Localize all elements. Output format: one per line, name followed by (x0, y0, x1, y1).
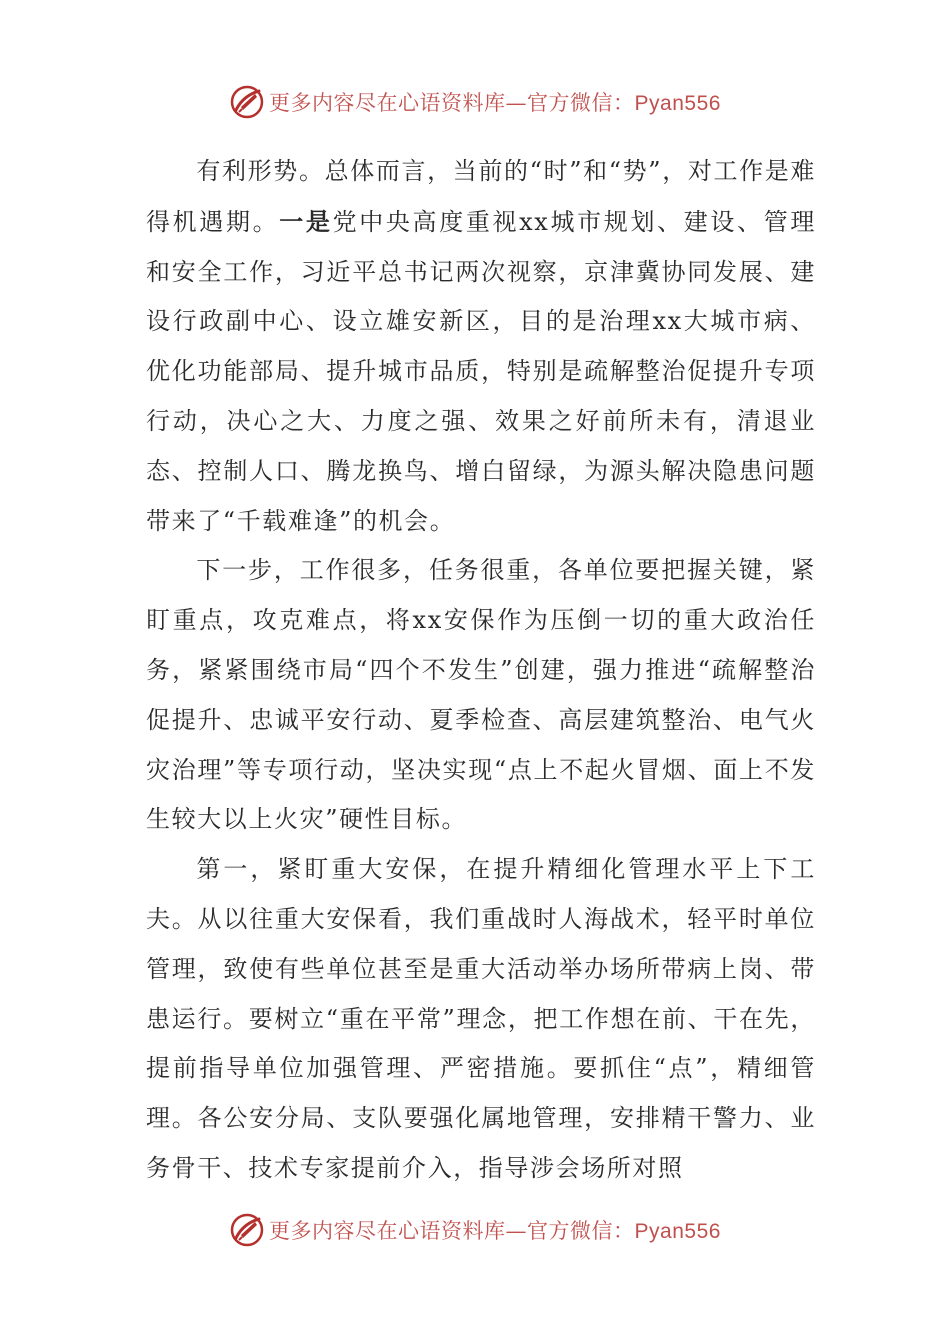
document-body (146, 147, 816, 1194)
footer-wechat-id: Pyan556 (634, 1220, 721, 1243)
paragraph-1-bold: 一是 (279, 206, 333, 236)
paragraph-2: 下一步，工作很多，任务很重，各单位要把握关键，紧盯重点，攻克难点，将xx安保作为压倒一切的重大政治任务，紧紧围绕市局“四个不发生”创建，强力推进“疏解整治促提升、忠诚平安行动、夏季检查、高层建筑整治、电气火灾治理”等专项行动，坚决实现“点上不起火冒烟、面上不发生较大以上火灾”硬性目标。 (146, 556, 816, 834)
paragraph-1-text-b: 党中央高度重视xx城市规划、建设、管理和安全工作，习近平总书记两次视察，京津冀协同发展、建设行政副中心、设立雄安新区，目的是治理xx大城市病、优化功能部局、提升城市品质，特别是疏解整治促提升专项行动，决心之大、力度之强、效果之好前所未有，清退业态、控制人口、腾龙换鸟、增白留绿，为源头解决隐患问题带来了“千载难逢”的机会。 (146, 207, 816, 535)
paragraph-3: 第一，紧盯重大安保，在提升精细化管理水平上下工夫。从以往重大安保看，我们重战时人海战术，轻平时单位管理，致使有些单位甚至是重大活动举办场所带病上岗、带患运行。要树立“重在平常”理念，把工作想在前、干在先，提前指导单位加强管理、严密措施。要抓住“点”，精细管理。各公安分局、支队要强化属地管理，安排精干警力、业务骨干、技术专家提前介入，指导涉会场所对照 (146, 855, 816, 1182)
footer-banner-label: 更多内容尽在心语资料库—官方微信： (269, 1219, 635, 1243)
header-banner-label: 更多内容尽在心语资料库—官方微信： (269, 91, 635, 115)
footer-banner (0, 1210, 950, 1250)
pen-logo-icon (229, 84, 265, 120)
footer-banner-text (269, 1215, 721, 1245)
header-banner (0, 82, 950, 122)
pen-logo-icon (229, 1212, 265, 1248)
header-banner-text (269, 87, 721, 117)
paragraph-1 (146, 147, 816, 546)
header-wechat-id: Pyan556 (634, 92, 721, 115)
paragraph-1-text-a: 有利形势。总体而言，当前的“时”和“势”，对工作是难得机遇期。 (146, 157, 816, 236)
